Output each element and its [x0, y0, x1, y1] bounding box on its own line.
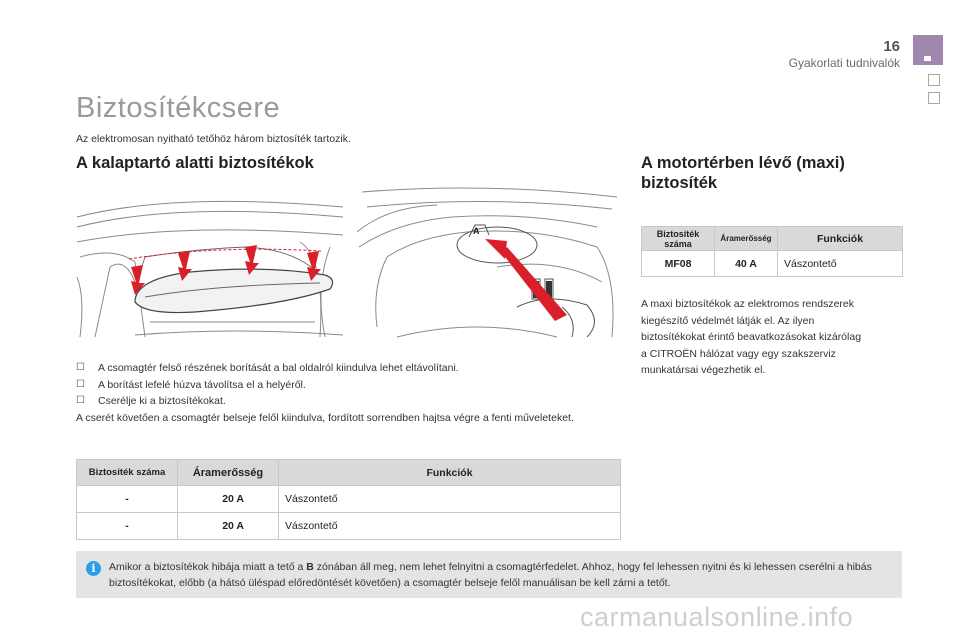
instruction-steps — [76, 360, 621, 426]
note-zone-letter: B — [306, 561, 314, 573]
col-header-amperage: Áramerősség — [715, 227, 778, 251]
note-text-part: zónában áll meg, nem lehet felnyitni a csomagtérfedelet. Ahhoz, hogy fel lehessen nyitni és ki lehessen cserélni a hibás biztosítékokat, előbb (a hátsó üléspad előredöntését követően) a csomagtér belseje felől manuálisan be kell zárni a tetőt. — [109, 561, 872, 589]
paragraph-line: a CITROËN hálózat vagy egy szakszerviz — [641, 347, 836, 360]
right-fuse-table — [641, 226, 903, 277]
step-item — [76, 377, 621, 394]
engine-bay-illustration — [357, 187, 622, 342]
info-note — [76, 551, 902, 598]
figure-label-a: A — [473, 226, 480, 236]
step-text: Cserélje ki a biztosítékokat. — [98, 395, 226, 407]
table-row — [77, 486, 621, 513]
cell-function: Vászontető — [778, 251, 903, 277]
cell-amperage: 40 A — [715, 251, 778, 277]
maxi-fuse-paragraph — [641, 296, 911, 379]
section-tab-3[interactable] — [928, 92, 940, 104]
paragraph-line: A maxi biztosítékok az elektromos rendszerek — [641, 298, 855, 310]
step-text: A borítást lefelé húzva távolítsa el a helyéről. — [98, 378, 306, 391]
left-section-heading: A kalaptartó alatti biztosítékok — [76, 154, 314, 172]
right-heading-line: A motortérben lévő (maxi) — [641, 154, 845, 172]
page-number: 16 — [883, 38, 900, 55]
cell-fuse-number: MF08 — [642, 251, 715, 277]
col-header-functions: Funkciók — [778, 227, 903, 251]
table-row — [642, 251, 903, 277]
trunk-cover-illustration — [75, 187, 345, 342]
section-tab-2[interactable] — [928, 74, 940, 86]
paragraph-line: biztosítékokat érintő beavatkozásokat kizárólag — [641, 331, 862, 343]
cell-function: Vászontető — [279, 486, 621, 513]
col-header-fuse-number: Biztosíték száma — [642, 227, 715, 251]
info-icon: i — [86, 561, 101, 576]
right-section-heading — [641, 153, 911, 193]
paragraph-line: kiegészítő védelmét látják el. Az ilyen — [641, 314, 815, 327]
tab-marker — [924, 56, 931, 61]
table-row — [77, 513, 621, 540]
section-label: Gyakorlati tudnivalók — [788, 56, 900, 70]
checkbox-bullet-icon: ☐ — [76, 362, 85, 373]
cell-amperage: 20 A — [178, 486, 279, 513]
col-header-functions: Funkciók — [279, 460, 621, 486]
page-title: Biztosítékcsere — [76, 92, 281, 124]
checkbox-bullet-icon: ☐ — [76, 378, 85, 390]
cell-fuse-number: - — [77, 513, 178, 540]
watermark: carmanualsonline.info — [580, 602, 854, 632]
step-text: A csomagtér felső részének borítását a bal oldalról kiindulva lehet eltávolítani. — [98, 362, 459, 374]
step-item — [76, 393, 621, 410]
note-text-part: Amikor a biztosítékok hibája miatt a tető a — [109, 561, 307, 573]
step-item — [76, 360, 621, 377]
left-fuse-table — [76, 459, 621, 540]
active-section-tab[interactable] — [913, 35, 943, 65]
note-text — [109, 559, 895, 591]
cell-function: Vászontető — [279, 513, 621, 540]
checkbox-bullet-icon: ☐ — [76, 395, 85, 406]
paragraph-line: munkatársai végezhetik el. — [641, 364, 766, 376]
col-header-fuse-number: Biztosíték száma — [77, 460, 178, 486]
cell-amperage: 20 A — [178, 513, 279, 540]
intro-text: Az elektromosan nyitható tetőhöz három biztosíték tartozik. — [76, 133, 351, 145]
cell-fuse-number: - — [77, 486, 178, 513]
after-step-text: A cserét követően a csomagtér belseje felől kiindulva, fordított sorrendben hajtsa végre a fenti műveleteket. — [76, 411, 574, 424]
right-heading-line: biztosíték — [641, 174, 718, 192]
col-header-amperage: Áramerősség — [178, 460, 279, 486]
